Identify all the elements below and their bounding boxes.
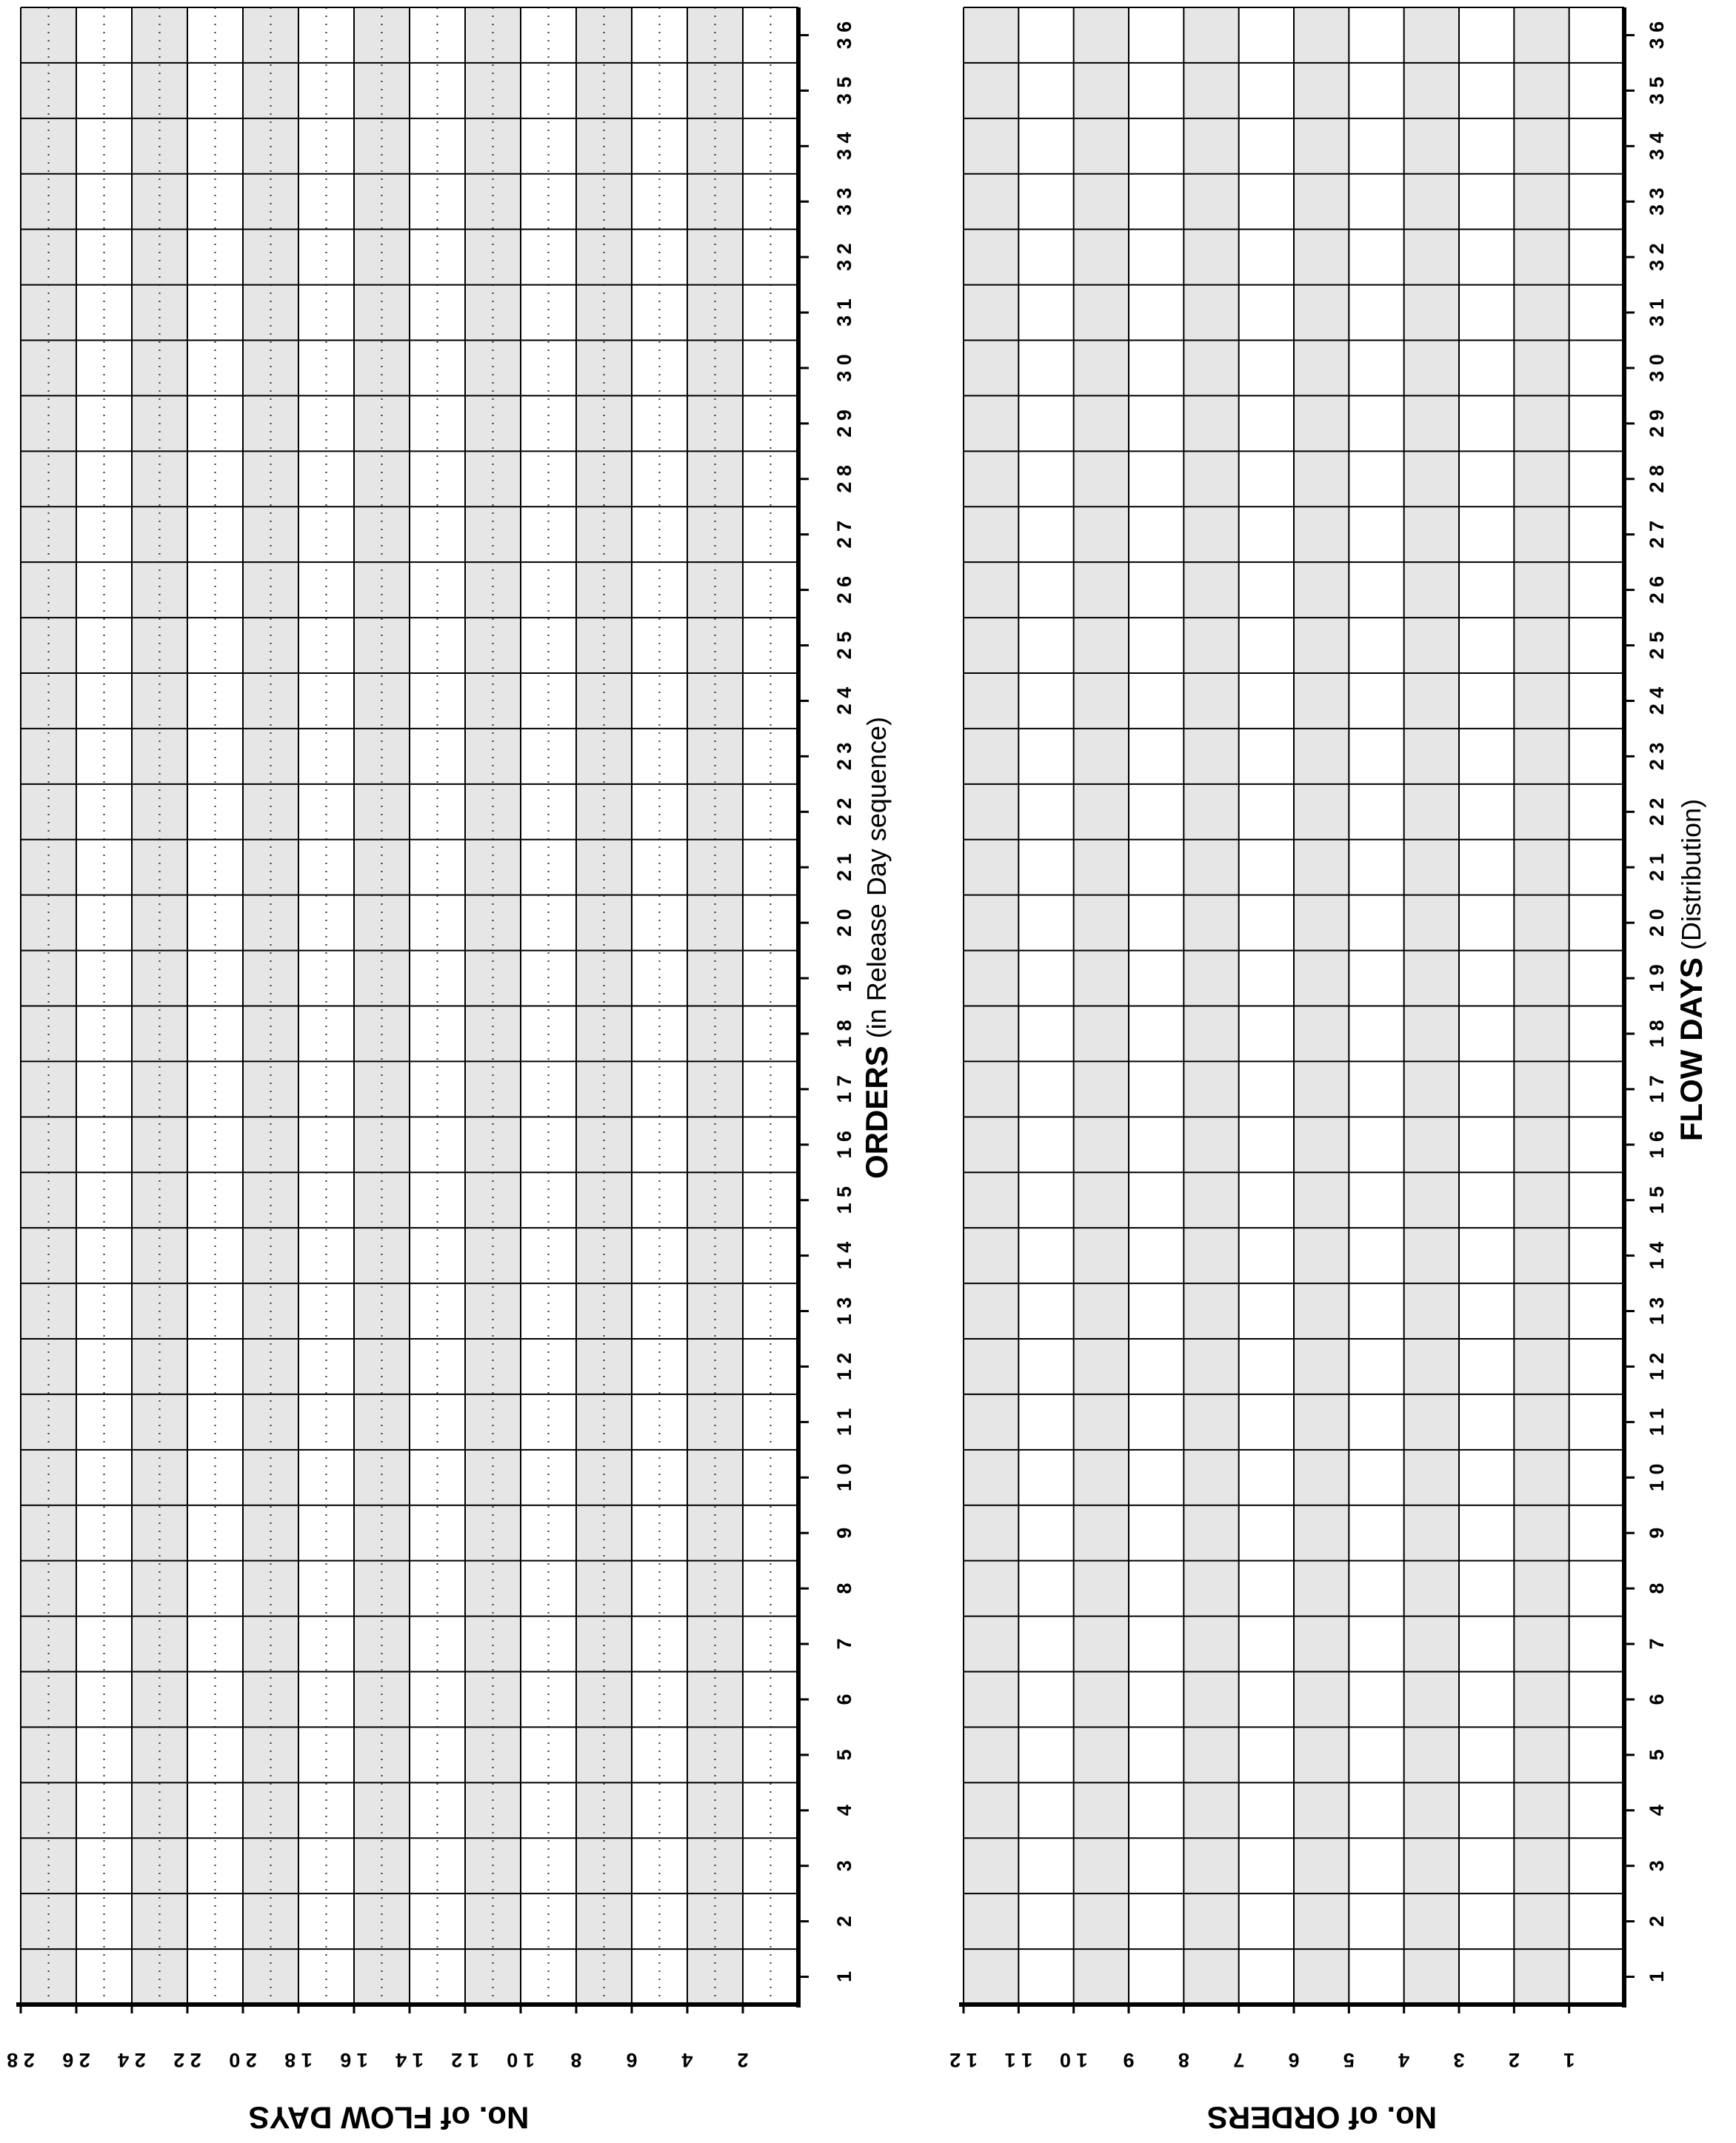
y-tick-label: 2 6 <box>62 2049 90 2071</box>
y-tick-label: 2 0 <box>229 2049 257 2071</box>
x-tick-label: 2 9 <box>1646 409 1668 438</box>
x-tick-label: 3 6 <box>1646 21 1668 50</box>
x-tick-label: 3 2 <box>1646 243 1668 271</box>
x-tick-label: 1 7 <box>833 1075 855 1103</box>
x-tick-label: 8 <box>833 1582 855 1594</box>
y-tick-label: 1 4 <box>395 2049 424 2071</box>
x-tick-label: 3 6 <box>833 21 855 50</box>
x-tick-label: 1 8 <box>1646 1020 1668 1048</box>
x-tick-label: 3 <box>1646 1860 1668 1872</box>
x-tick-label: 2 3 <box>833 742 855 771</box>
x-tick-label: 3 5 <box>1646 76 1668 105</box>
y-tick-label: 9 <box>1123 2049 1135 2071</box>
x-tick-label: 3 3 <box>1646 187 1668 215</box>
x-axis-title-sub: (Distribution) <box>1675 798 1706 950</box>
x-tick-label: 1 0 <box>1646 1463 1668 1492</box>
y-tick-label: 4 <box>681 2049 693 2071</box>
x-tick-label: 2 4 <box>1646 686 1668 715</box>
x-tick-label: 5 <box>833 1749 855 1761</box>
x-tick-label: 2 4 <box>833 686 855 715</box>
y-tick-label: 7 <box>1233 2049 1245 2071</box>
x-tick-label: 3 2 <box>833 243 855 271</box>
x-tick-label: 7 <box>1646 1638 1668 1650</box>
y-tick-label: 1 2 <box>949 2049 978 2071</box>
x-tick-label: 9 <box>833 1527 855 1539</box>
x-axis-title-main: FLOW DAYS <box>1673 957 1709 1142</box>
x-tick-label: 2 9 <box>833 409 855 438</box>
x-tick-label: 9 <box>1646 1527 1668 1539</box>
x-tick-label: 1 5 <box>1646 1186 1668 1214</box>
x-tick-label: 2 0 <box>1646 909 1668 937</box>
x-tick-label: 2 5 <box>1646 631 1668 660</box>
y-tick-label: 4 <box>1398 2049 1410 2071</box>
y-tick-label: 8 <box>1178 2049 1189 2071</box>
x-tick-label: 2 <box>833 1916 855 1928</box>
x-tick-label: 3 <box>833 1860 855 1872</box>
x-tick-label: 5 <box>1646 1749 1668 1761</box>
orders-flow-days-grid <box>0 7 894 2136</box>
x-tick-label: 1 4 <box>1646 1241 1668 1270</box>
x-tick-label: 4 <box>833 1805 855 1816</box>
x-tick-label: 3 1 <box>1646 298 1668 327</box>
y-tick-label: 1 0 <box>507 2049 535 2071</box>
x-tick-label: 2 1 <box>833 853 855 881</box>
x-tick-label: 3 0 <box>1646 354 1668 382</box>
x-tick-label: 1 8 <box>833 1020 855 1048</box>
x-tick-label: 1 7 <box>1646 1075 1668 1103</box>
x-tick-label: 2 2 <box>1646 798 1668 826</box>
y-tick-label: 3 <box>1453 2049 1465 2071</box>
x-axis-title-sub: (in Release Day sequence) <box>861 717 892 1039</box>
x-tick-label: 1 0 <box>833 1463 855 1492</box>
x-tick-label: 4 <box>1646 1805 1668 1816</box>
x-tick-label: 2 6 <box>1646 575 1668 604</box>
y-tick-label: 2 <box>737 2049 749 2071</box>
x-tick-label: 8 <box>1646 1582 1668 1594</box>
y-tick-label: 5 <box>1343 2049 1355 2071</box>
x-tick-label: 1 9 <box>833 964 855 992</box>
flow-days-distribution-grid <box>949 7 1708 2136</box>
y-tick-label: 2 4 <box>118 2049 146 2071</box>
x-tick-label: 3 3 <box>833 187 855 215</box>
x-tick-label: 2 8 <box>833 465 855 493</box>
x-tick-label: 6 <box>1646 1694 1668 1705</box>
x-tick-label: 3 0 <box>833 354 855 382</box>
x-tick-label: 3 1 <box>833 298 855 327</box>
x-tick-label: 2 7 <box>1646 520 1668 549</box>
x-tick-label: 1 1 <box>1646 1408 1668 1437</box>
y-axis-label: No. of ORDERS <box>1206 2100 1438 2136</box>
x-tick-label: 3 4 <box>833 132 855 161</box>
x-tick-label: 1 6 <box>833 1131 855 1159</box>
x-tick-label: 1 <box>1646 1971 1668 1983</box>
x-tick-label: 7 <box>833 1638 855 1650</box>
x-tick-label: 2 1 <box>1646 853 1668 881</box>
y-tick-label: 1 <box>1563 2049 1575 2071</box>
x-tick-label: 2 <box>1646 1916 1668 1928</box>
x-tick-label: 1 5 <box>833 1186 855 1214</box>
y-tick-label: 1 6 <box>340 2049 368 2071</box>
x-tick-label: 2 0 <box>833 909 855 937</box>
y-tick-label: 1 8 <box>284 2049 313 2071</box>
x-tick-label: 2 8 <box>1646 465 1668 493</box>
y-axis-label: No. of FLOW DAYS <box>248 2100 530 2136</box>
y-tick-label: 8 <box>570 2049 582 2071</box>
x-tick-label: 3 4 <box>1646 132 1668 161</box>
x-axis-title-main: ORDERS <box>858 1046 894 1179</box>
y-tick-label: 2 8 <box>7 2049 35 2071</box>
x-tick-label: 1 3 <box>833 1297 855 1325</box>
y-tick-label: 6 <box>1288 2049 1300 2071</box>
x-tick-label: 3 5 <box>833 76 855 105</box>
x-tick-label: 1 2 <box>1646 1352 1668 1381</box>
x-tick-label: 2 7 <box>833 520 855 549</box>
y-tick-label: 6 <box>626 2049 638 2071</box>
x-tick-label: 1 1 <box>833 1408 855 1437</box>
x-tick-label: 1 <box>833 1971 855 1983</box>
y-tick-label: 2 2 <box>173 2049 201 2071</box>
x-axis-title <box>859 717 894 1179</box>
y-tick-label: 1 1 <box>1004 2049 1033 2071</box>
x-tick-label: 1 6 <box>1646 1131 1668 1159</box>
x-tick-label: 1 3 <box>1646 1297 1668 1325</box>
x-tick-label: 6 <box>833 1694 855 1705</box>
x-tick-label: 1 4 <box>833 1241 855 1270</box>
y-tick-label: 2 <box>1508 2049 1520 2071</box>
x-tick-label: 1 9 <box>1646 964 1668 992</box>
x-axis-title <box>1674 799 1709 1141</box>
x-tick-label: 2 3 <box>1646 742 1668 771</box>
y-tick-label: 1 2 <box>451 2049 479 2071</box>
x-tick-label: 2 5 <box>833 631 855 660</box>
x-tick-label: 2 6 <box>833 575 855 604</box>
y-tick-label: 1 0 <box>1059 2049 1088 2071</box>
x-tick-label: 2 2 <box>833 798 855 826</box>
x-tick-label: 1 2 <box>833 1352 855 1381</box>
